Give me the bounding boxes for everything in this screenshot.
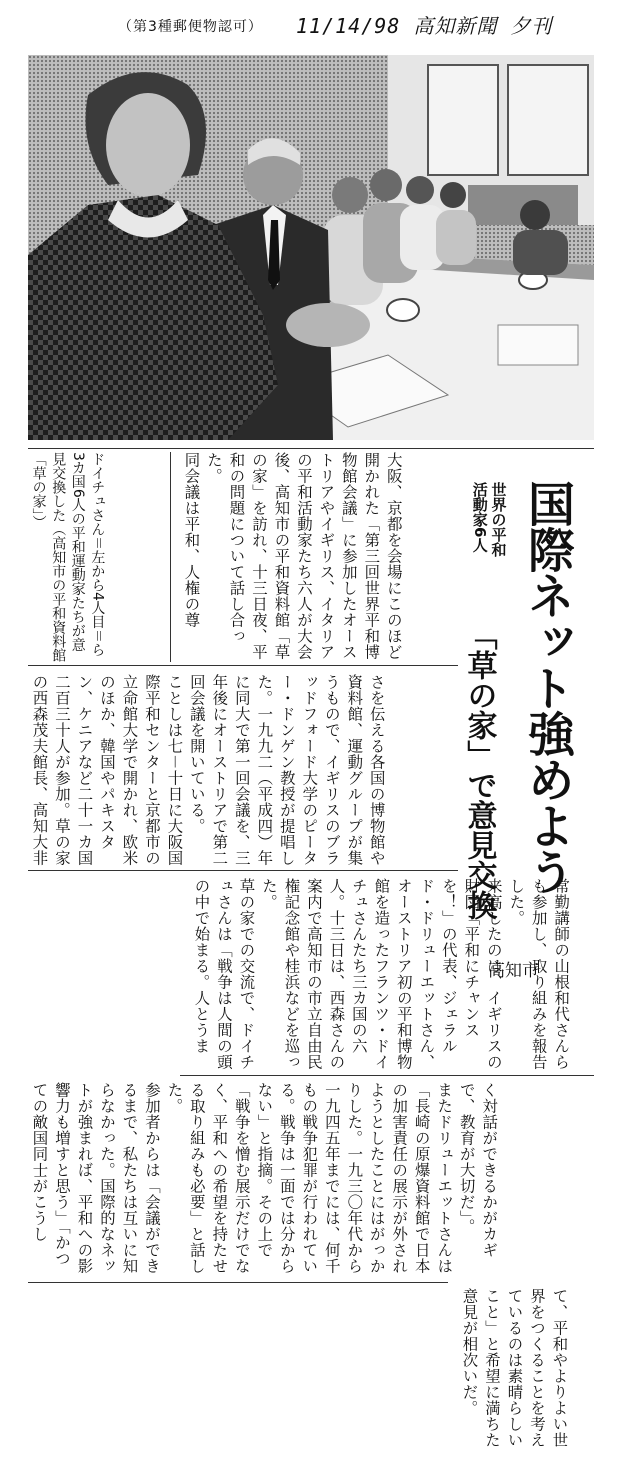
date-source-stamp: 11/14/98 高知新聞 夕刊 [296,14,553,38]
kicker-subtitle: 世界の平和 活動家6人 [470,482,508,557]
article-body-block-5: て、平和やよりよい世界をつくることを考えているのは素晴らしいこと」と希望に満ちた意見が相次いだ。 [460,1288,569,1448]
separator-rule [170,452,171,662]
article-body-block-2: さを伝える各国の博物館や資料館、運動グループが集うもので、イギリスのブラッドフォード大学のピーター・ドンゲン教授が提唱した。一九九二（平成四）年に同大で第一回会議を、三年後にオーストリアで第二回会議を開いている。 ことしは七－十日に大阪国際平和センターと京都市の立命館大学で開かれ、欧米のほか、韓国やパキスタン、ケニアなど二十一カ国二百三十人が参加。草の家の西森茂夫館長、高知大非 [30,674,386,866]
subheadline: 「草の家」で意見交換 [461,620,497,920]
article-body-block-1: 大阪、京都を会場にこのほど開かれた「第三回世界平和博物館会議」に参加したオーストリアやイギリス、イタリアの平和活動家たち六人が大会後、高知市の平和資料館「草の家」を訪れ、十三日夜、平和の問題について話し合った。 同会議は平和、人権の尊 [182,452,403,660]
meeting-photo [28,55,594,440]
article-body-block-3: 常勤講師の山根和代さんらも参加し、取り組みを報告した。 来高したのは、イギリスの財団「平和にチャンスを！」の代表、ジェラルド・ドリューエットさん、オーストリア初の平和博物館を造ったフランツ・ドイチュさんたち三カ国の六人。十三日は、西森さんの案内で高知市の市立自由民権記念館や桂浜などを巡った。 草の家での交流で、ドイチュさんは「戦争は人間の頭の中で始まる。人とうま [192,878,571,1070]
photo-caption: ドイチュさん＝左から4人目＝ら3カ国6人の平和運動家たちが意見交換した（高知市の平和資料館「草の家」） [30,452,106,662]
postal-permit-label: （第3種郵便物認可） [118,19,263,35]
masthead [118,10,588,44]
separator-rule [28,448,594,449]
separator-rule [180,1075,594,1076]
separator-rule [28,1282,448,1283]
headline: 国際ネット強めよう [520,480,575,894]
article-body-block-4: く対話ができるかがカギで、教育が大切だ」。 またドリューエットさんは「長崎の原爆資料館で日本の加害責任の展示が外されようとしたことにはがっかりした。一九三〇年代から一九四五年までには、何千もの戦争犯罪が行われている。戦争は一面では分からない」と指摘。その上で「戦争を憎む展示だけでなく、平和への希望を持たせる取り組みも必要」と話した。 参加者からは「会議ができるまで、私たちは互いに知らなかった。国際的なネットが強まれば、平和への影響力も増すと思う」「かつての敵国同士がこうし [30,1082,499,1274]
separator-rule [28,665,458,666]
separator-rule [28,870,458,871]
dateline: 高知市 [488,961,539,981]
